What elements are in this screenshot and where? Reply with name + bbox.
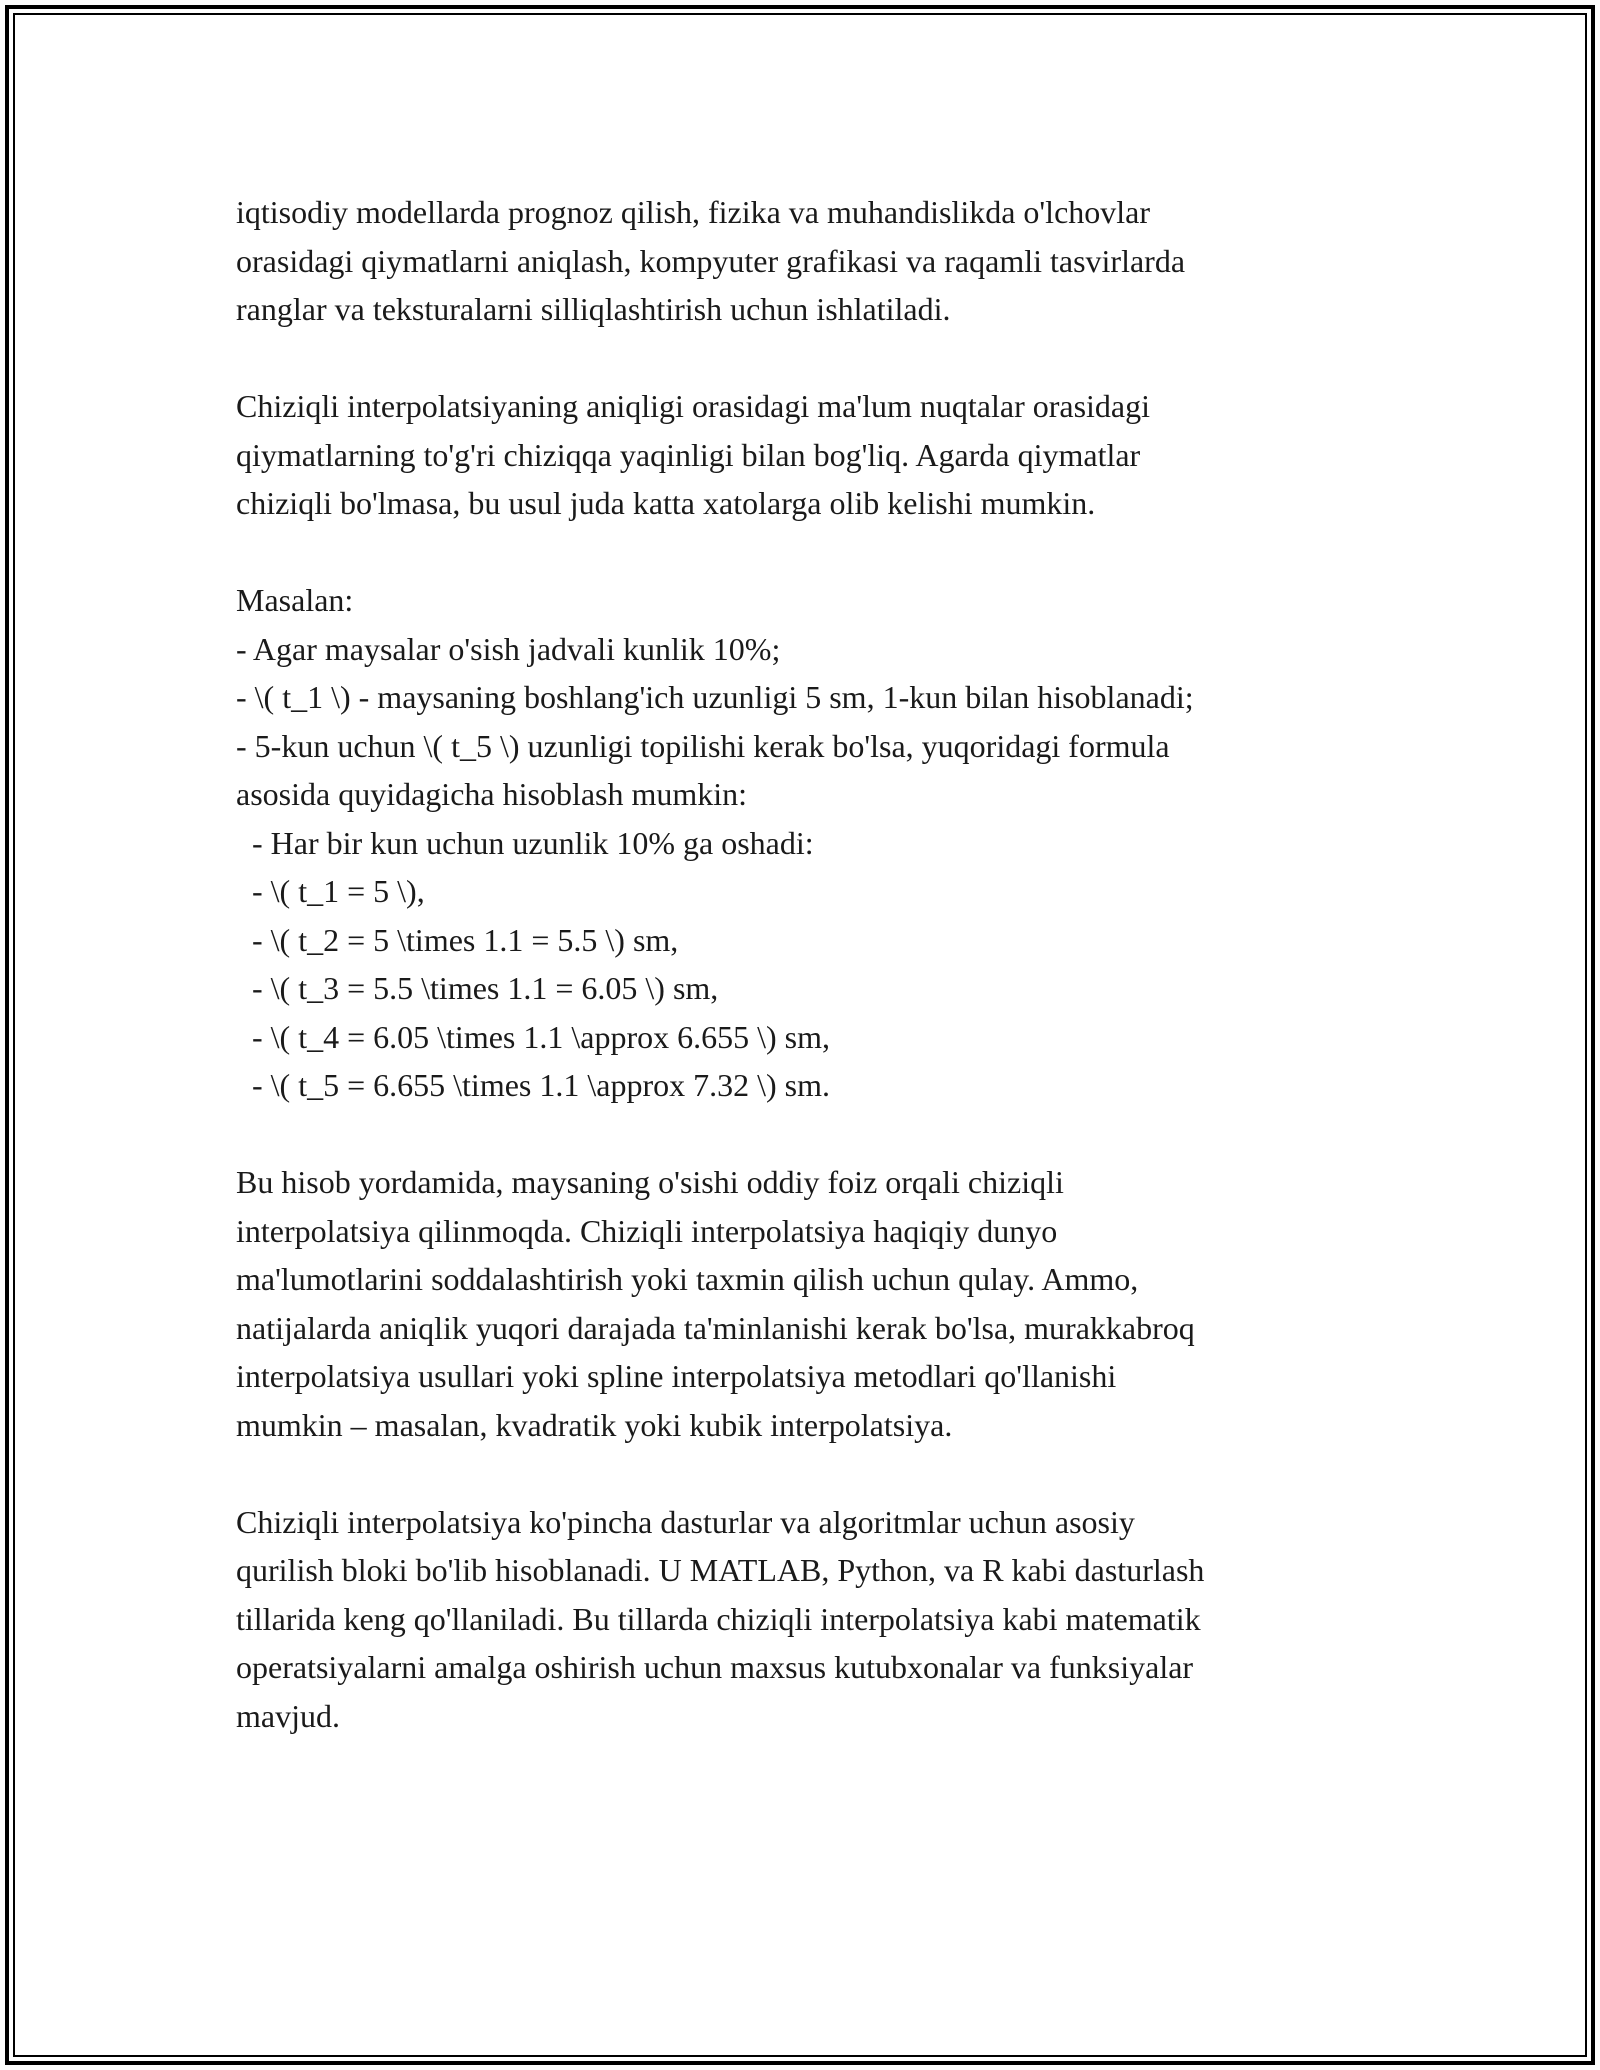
text-line: chiziqli bo'lmasa, bu usul juda katta xatolarga olib kelishi mumkin.	[236, 485, 1096, 521]
text-line: interpolatsiya usullari yoki spline interpolatsiya metodlari qo'llanishi	[236, 1358, 1117, 1394]
text-line: mavjud.	[236, 1697, 340, 1734]
text-line: Chiziqli interpolatsiya ko'pincha dasturlar va algoritmlar uchun asosiy	[236, 1503, 1135, 1540]
sub-list-item: - Har bir kun uchun uzunlik 10% ga oshadi:	[236, 824, 814, 861]
list-item: - 5-kun uchun \( t_5 \) uzunligi topilishi kerak bo'lsa, yuqoridagi formula	[236, 727, 1170, 764]
sub-list-item: - \( t_1 = 5 \),	[236, 873, 425, 909]
text-line: mumkin – masalan, kvadratik yoki kubik interpolatsiya.	[236, 1406, 953, 1443]
text-line: qiymatlarning to'g'ri chiziqqa yaqinligi bilan bog'liq. Agarda qiymatlar	[236, 436, 1141, 473]
paragraph-accuracy	[236, 382, 1376, 528]
text-line: ranglar va teksturalarni silliqlashtirish uchun ishlatiladi.	[236, 291, 951, 327]
document-body	[236, 188, 1376, 1789]
sub-list-item: - \( t_5 = 6.655 \times 1.1 \approx 7.32 \) sm.	[236, 1067, 830, 1103]
sub-list-item: - \( t_2 = 5 \times 1.1 = 5.5 \) sm,	[236, 921, 679, 958]
text-line: tillarida keng qo'llaniladi. Bu tillarda chiziqli interpolatsiya kabi matematik	[236, 1600, 1201, 1637]
list-item: - Agar maysalar o'sish jadvali kunlik 10%;	[236, 630, 781, 667]
text-line: qurilish bloki bo'lib hisoblanadi. U MATLAB, Python, va R kabi dasturlash	[236, 1552, 1205, 1588]
text-line: ma'lumotlarini soddalashtirish yoki taxmin qilish uchun qulay. Ammo,	[236, 1261, 1139, 1297]
text-line: Bu hisob yordamida, maysaning o'sishi oddiy foiz orqali chiziqli	[236, 1164, 1064, 1200]
paragraph-explanation	[236, 1158, 1376, 1449]
text-line: iqtisodiy modellarda prognoz qilish, fizika va muhandislikda o'lchovlar	[236, 194, 1151, 230]
list-item: - \( t_1 \) - maysaning boshlang'ich uzunligi 5 sm, 1-kun bilan hisoblanadi;	[236, 679, 1194, 715]
paragraph-example	[236, 576, 1376, 1110]
text-line: natijalarda aniqlik yuqori darajada ta'minlanishi kerak bo'lsa, murakkabroq	[236, 1309, 1195, 1346]
sub-list-item: - \( t_4 = 6.05 \times 1.1 \approx 6.655 \) sm,	[236, 1018, 830, 1055]
text-line: interpolatsiya qilinmoqda. Chiziqli interpolatsiya haqiqiy dunyo	[236, 1212, 1058, 1249]
paragraph-applications	[236, 188, 1376, 334]
example-heading: Masalan:	[236, 582, 354, 618]
sub-list-item: - \( t_3 = 5.5 \times 1.1 = 6.05 \) sm,	[236, 970, 719, 1006]
paragraph-programming	[236, 1498, 1376, 1741]
text-line: Chiziqli interpolatsiyaning aniqligi orasidagi ma'lum nuqtalar orasidagi	[236, 388, 1151, 424]
list-item-continuation: asosida quyidagicha hisoblash mumkin:	[236, 776, 748, 812]
text-line: orasidagi qiymatlarni aniqlash, kompyuter grafikasi va raqamli tasvirlarda	[236, 242, 1186, 279]
text-line: operatsiyalarni amalga oshirish uchun maxsus kutubxonalar va funksiyalar	[236, 1649, 1194, 1685]
